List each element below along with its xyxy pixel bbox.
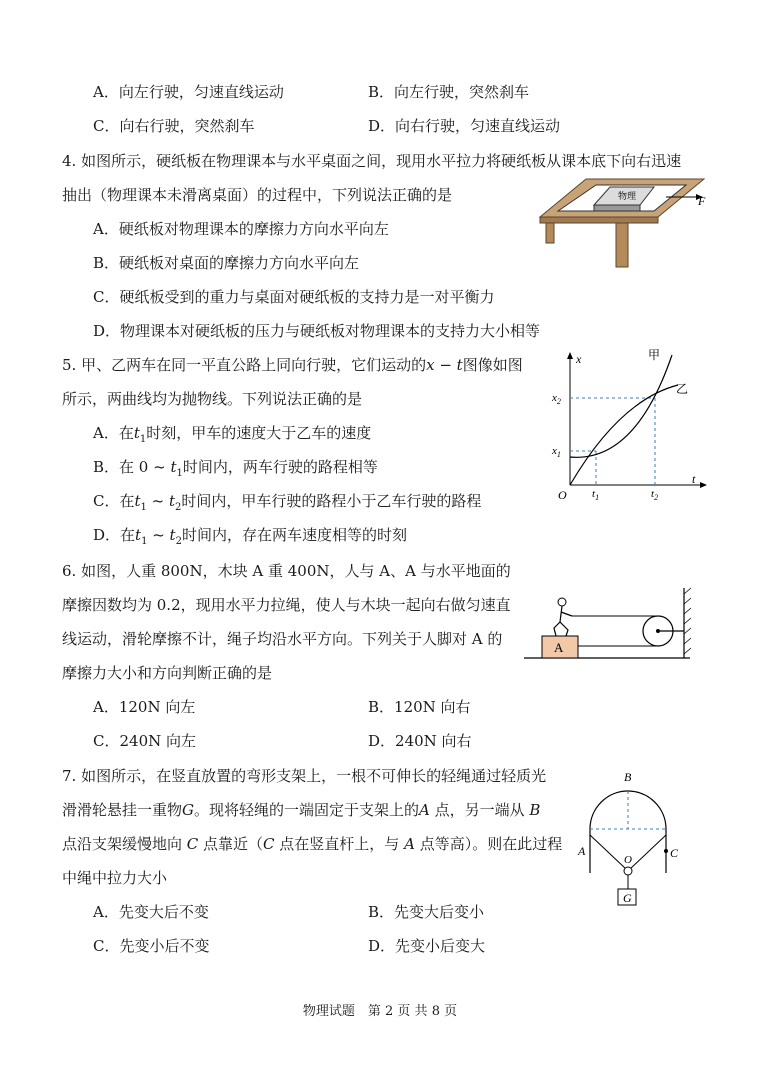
desk-front — [540, 217, 658, 223]
t-axis-label: t — [692, 472, 696, 486]
q3-option-a: A．向左行驶，匀速直线运动 — [93, 83, 284, 101]
x-axis-arrow — [567, 352, 573, 359]
q4-option-b: B．硬纸板对桌面的摩擦力方向水平向左 — [93, 254, 360, 272]
q5-xt-graph — [540, 345, 710, 500]
q4-option-d: D．物理课本对硬纸板的压力与硬纸板对物理课本的支持力大小相等 — [93, 322, 541, 340]
pulley-axle — [656, 629, 660, 633]
origin-label: O — [558, 488, 567, 500]
q6-option-d: D．240N 向右 — [368, 732, 472, 750]
q6-option-a: A．120N 向左 — [93, 698, 196, 716]
q3-option-c: C．向右行驶，突然刹车 — [93, 117, 255, 135]
q6-figure-pulley — [520, 580, 695, 665]
rope-left — [590, 835, 626, 869]
tick-t2: $t_2$ — [651, 488, 659, 500]
q3-option-d: D．向右行驶，匀速直线运动 — [368, 117, 561, 135]
q5-option-b: B．在 0 ~ $t_1$时间内，两车行驶的路程相等 — [93, 458, 378, 479]
q5-option-a: A．在$t_1$时刻，甲车的速度大于乙车的速度 — [93, 424, 372, 445]
q4-figure-desk-book — [536, 175, 716, 270]
desk-leg-left — [546, 223, 554, 243]
q7-figure-frame — [570, 765, 700, 915]
q7-option-b: B．先变大后变小 — [368, 903, 485, 921]
block-a-label: A — [554, 640, 564, 655]
q5-stem-line2: 所示，两曲线均为抛物线。下列说法正确的是 — [62, 390, 363, 408]
q6-option-c: C．240N 向左 — [93, 732, 197, 750]
x-axis-label: x — [576, 352, 582, 366]
q7-option-c: C．先变小后不变 — [93, 937, 210, 955]
q7-stem-line1: 7. 如图所示，在竖直放置的弯形支架上，一根不可伸长的轻绳通过轻质光 — [62, 767, 547, 785]
q6-stem-line2: 摩擦因数均为 0.2，现用水平力拉绳，使人与木块一起向右做匀速直 — [62, 596, 511, 614]
q5-stem-line1: 5. 甲、乙两车在同一平直公路上同向行驶，它们运动的x − t图像如图 — [62, 356, 523, 374]
curve-jia — [570, 355, 672, 457]
label-g: G — [623, 891, 632, 905]
curve-yi — [570, 385, 678, 485]
force-label: F — [698, 194, 706, 208]
t-axis-arrow — [700, 482, 707, 488]
label-yi: 乙 — [676, 382, 689, 396]
label-b: B — [624, 770, 632, 784]
book-label: 物理 — [618, 191, 637, 201]
label-a: A — [578, 844, 586, 858]
rope-right — [630, 835, 666, 869]
q6-stem-line1: 6. 如图，人重 800N，木块 A 重 400N，人与 A、A 与水平地面的 — [62, 562, 511, 580]
q6-stem-line3: 线运动，滑轮摩擦不计，绳子均沿水平方向。下列关于人脚对 A 的 — [62, 630, 503, 648]
q6-stem-line4: 摩擦力大小和方向判断正确的是 — [62, 664, 273, 682]
tick-x1: $x_1$ — [552, 445, 561, 459]
wall-hatch — [684, 588, 691, 654]
q7-stem-line2: 滑滑轮悬挂一重物G。现将轻绳的一端固定于支架上的A 点，另一端从 B — [62, 801, 541, 819]
label-c: C — [670, 846, 679, 860]
book-side — [594, 205, 640, 211]
q7-stem-line3: 点沿支架缓慢地向 C 点靠近（C 点在竖直杆上，与 A 点等高）。则在此过程 — [62, 835, 563, 853]
tick-x2: $x_2$ — [552, 392, 561, 406]
q7-option-a: A．先变大后不变 — [93, 903, 209, 921]
q7-stem-line4: 中绳中拉力大小 — [62, 869, 168, 887]
label-o: O — [624, 854, 632, 866]
desk-leg-right — [616, 223, 628, 267]
q5-option-d: D．在$t_1$ ~ $t_2$时间内，存在两车速度相等的时刻 — [93, 526, 407, 547]
label-jia: 甲 — [648, 348, 661, 362]
q7-option-d: D．先变小后变大 — [368, 937, 486, 955]
q4-option-a: A．硬纸板对物理课本的摩擦力方向水平向左 — [93, 220, 389, 238]
q4-stem-line2: 抽出（物理课本未滑离桌面）的过程中，下列说法正确的是 — [62, 186, 453, 204]
q5-option-c: C．在$t_1$ ~ $t_2$时间内，甲车行驶的路程小于乙车行驶的路程 — [93, 492, 482, 513]
q4-stem-line1: 4. 如图所示，硬纸板在物理课本与水平桌面之间，现用水平拉力将硬纸板从课本底下向右迅速 — [62, 152, 682, 170]
pulley-o — [624, 867, 632, 875]
point-c-dot — [664, 849, 668, 853]
page-footer: 物理试题 第 2 页 共 8 页 — [302, 1004, 458, 1019]
person-head — [558, 598, 566, 606]
tick-t1: $t_1$ — [592, 488, 600, 500]
person-body — [554, 606, 572, 636]
q4-option-c: C．硬纸板受到的重力与桌面对硬纸板的支持力是一对平衡力 — [93, 288, 495, 306]
q6-option-b: B．120N 向右 — [368, 698, 471, 716]
q3-option-b: B．向左行驶，突然刹车 — [368, 83, 530, 101]
